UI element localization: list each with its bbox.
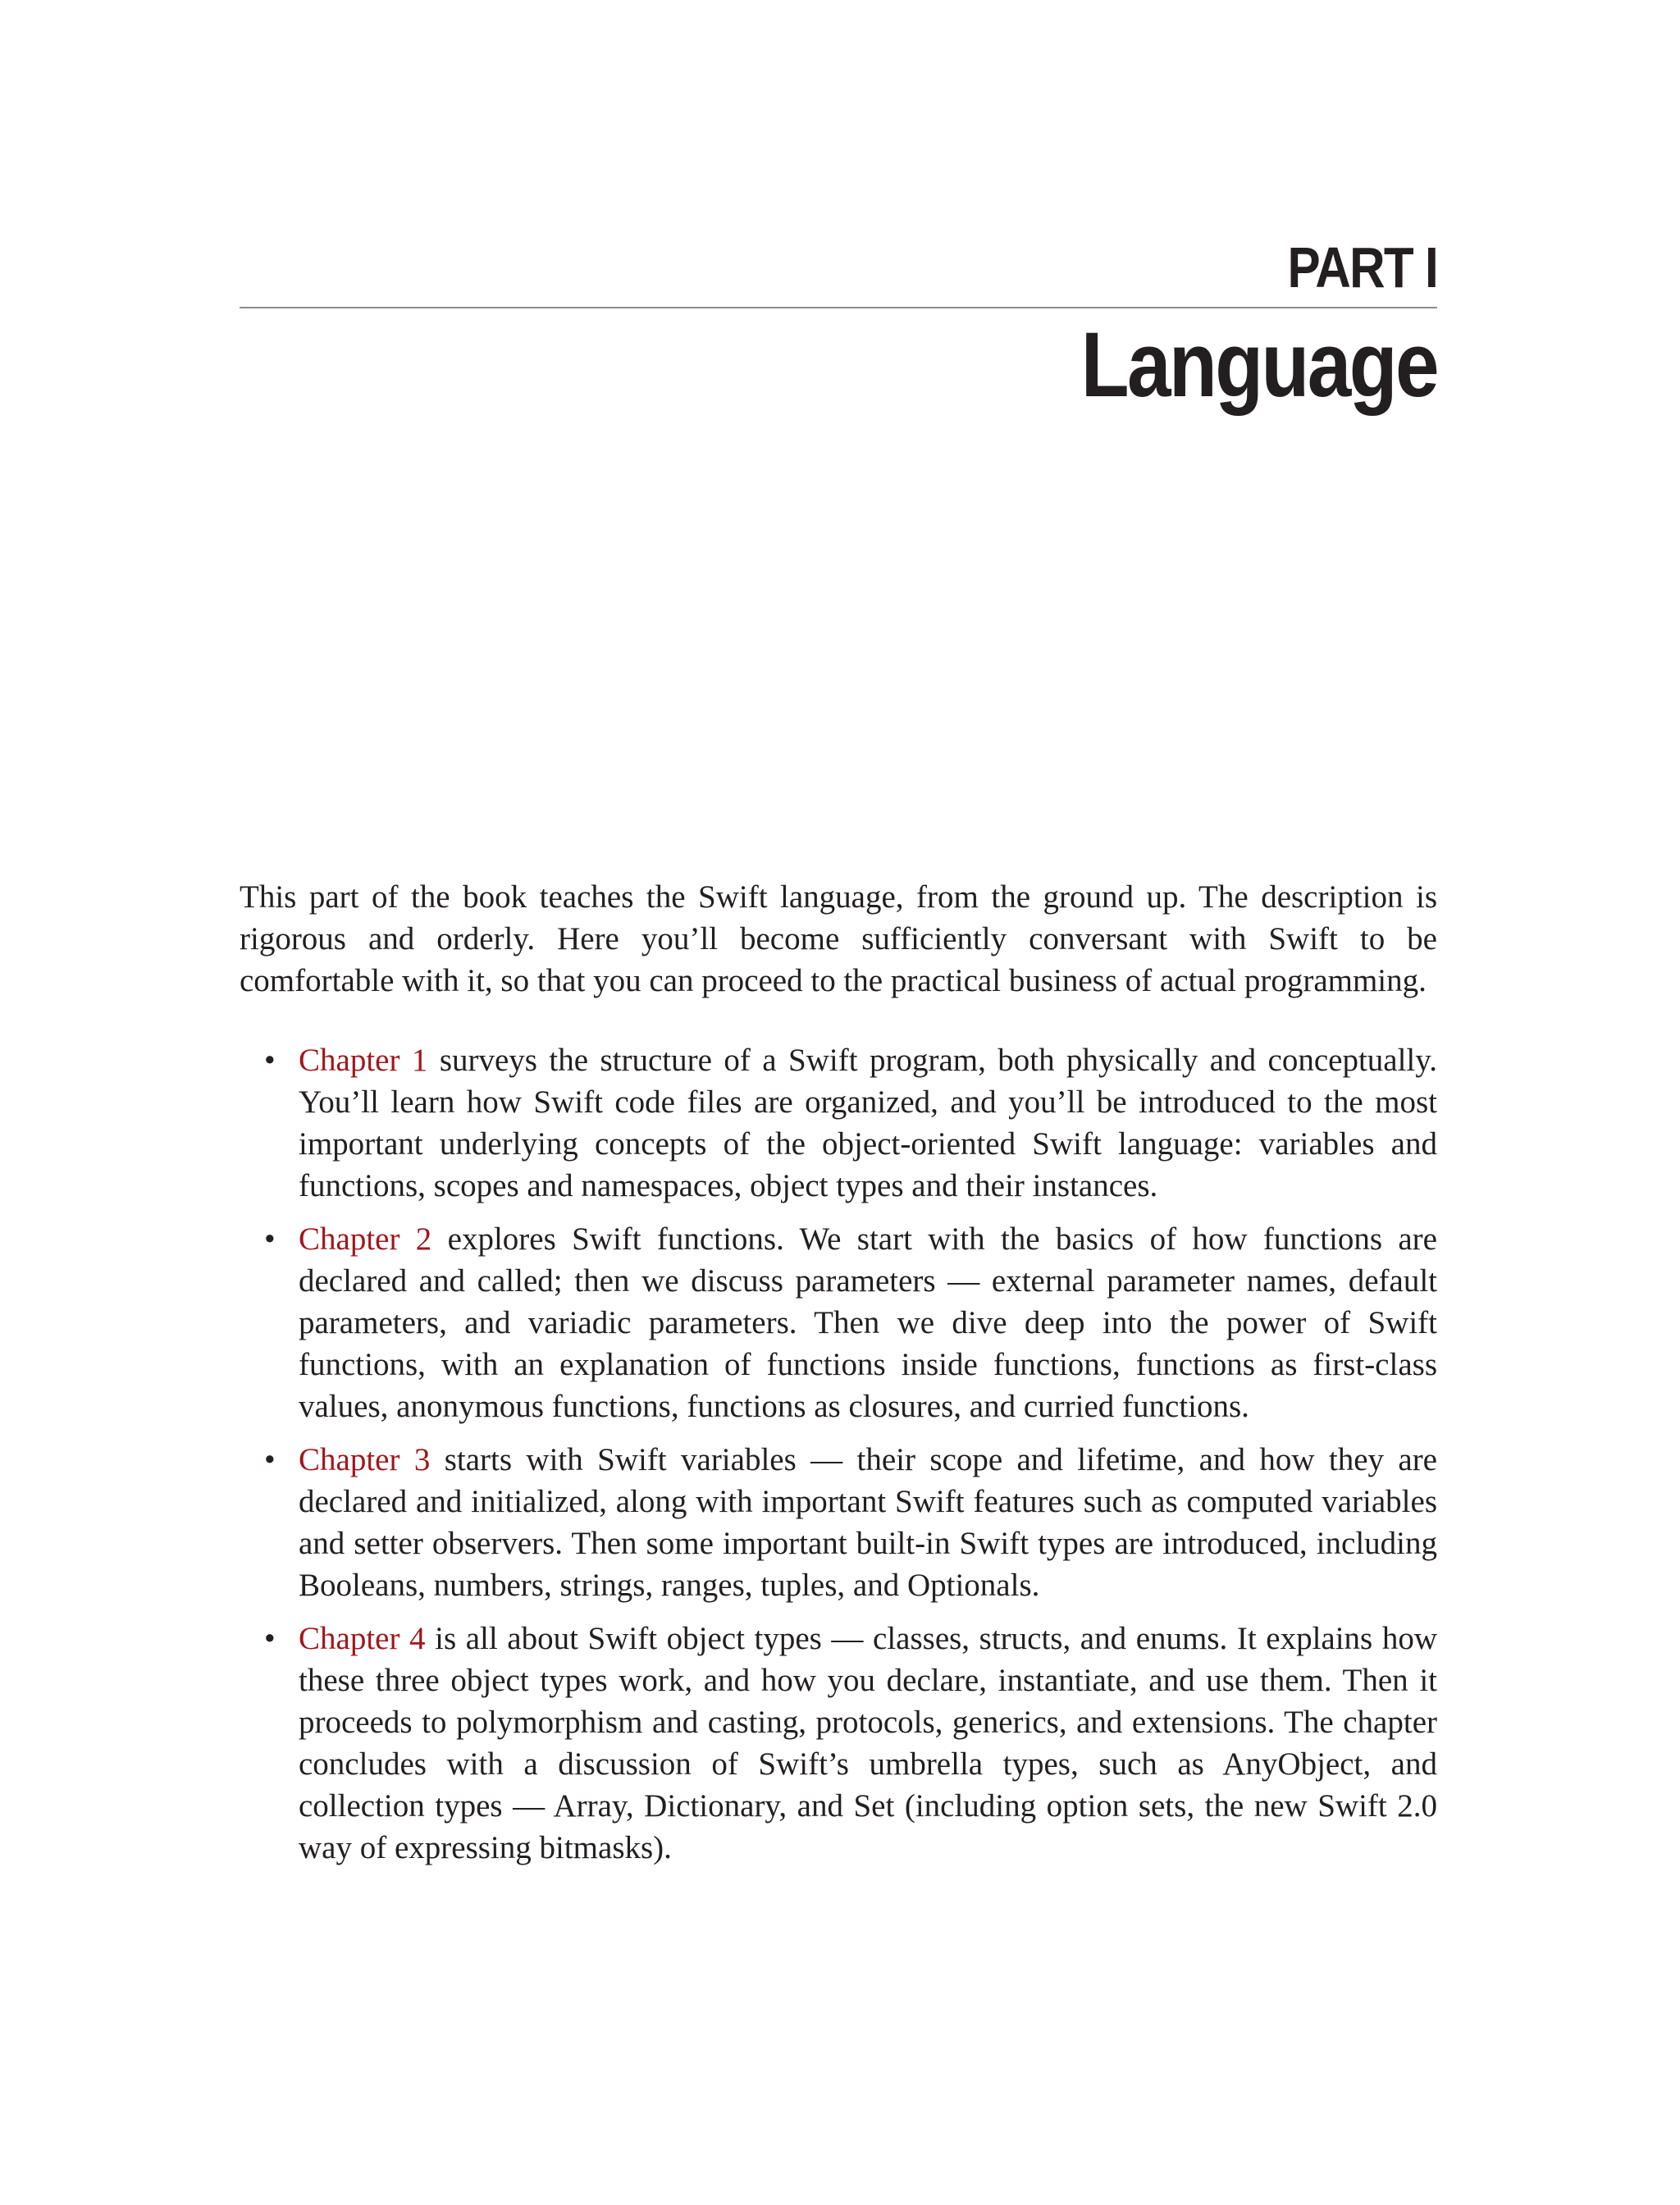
part-number: PART I bbox=[1287, 235, 1437, 299]
part-body bbox=[240, 876, 1437, 1880]
intro-paragraph: This part of the book teaches the Swift language, from the ground up. The description is rigorous and orderly. Here you’ll become sufficiently conversant with Swift to be comfortable with it, so that you can proceed to the practical business of actual programming. bbox=[240, 879, 1437, 998]
chapter-3-description: starts with Swift variables — their scope and lifetime, and how they are declared and initialized, along with important Swift features such as computed variables and setter observers. Then some important built-in Swift types are introduced, including Booleans, numbers, strings, ranges, tuples, and Optionals. bbox=[299, 1442, 1437, 1603]
chapter-list bbox=[240, 1039, 1437, 1869]
list-item bbox=[240, 1439, 1437, 1606]
chapter-4-description: is all about Swift object types — classes, structs, and enums. It explains how these three object types work, and how you declare, instantiate, and use them. Then it proceeds to polymorphism and casting, protocols, generics, and extensions. The chapter concludes with a discussion of Swift’s umbrella types, such as AnyObject, and collection types — Array, Dictionary, and Set (including option sets, the new Swift 2.0 way of expressing bitmasks). bbox=[299, 1621, 1437, 1865]
header-rule bbox=[240, 307, 1437, 308]
list-item bbox=[240, 1618, 1437, 1869]
chapter-4-link[interactable]: Chapter 4 bbox=[299, 1621, 426, 1656]
list-item bbox=[240, 1218, 1437, 1427]
part-header bbox=[240, 235, 1437, 418]
chapter-3-link[interactable]: Chapter 3 bbox=[299, 1442, 431, 1477]
bullet-icon: • bbox=[264, 1043, 276, 1078]
bullet-icon: • bbox=[264, 1442, 276, 1477]
chapter-1-link[interactable]: Chapter 1 bbox=[299, 1043, 428, 1078]
chapter-1-description: surveys the structure of a Swift program, both physically and conceptually. You’ll learn how Swift code files are organized, and you’ll be introduced to the most important underlying concepts of the object-oriented Swift language: variables and functions, scopes and namespaces, object types and their instances. bbox=[299, 1043, 1437, 1203]
list-item bbox=[240, 1039, 1437, 1207]
chapter-2-link[interactable]: Chapter 2 bbox=[299, 1221, 432, 1257]
bullet-icon: • bbox=[264, 1621, 276, 1656]
chapter-2-description: explores Swift functions. We start with the basics of how functions are declared and called; then we discuss parameters — external parameter names, default parameters, and variadic parameters. Then we dive deep into the power of Swift functions, with an explanation of functions inside functions, functions as first-class values, anonymous functions, functions as closures, and curried functions. bbox=[299, 1221, 1437, 1424]
part-title: Language bbox=[1080, 313, 1437, 416]
bullet-icon: • bbox=[264, 1221, 276, 1257]
